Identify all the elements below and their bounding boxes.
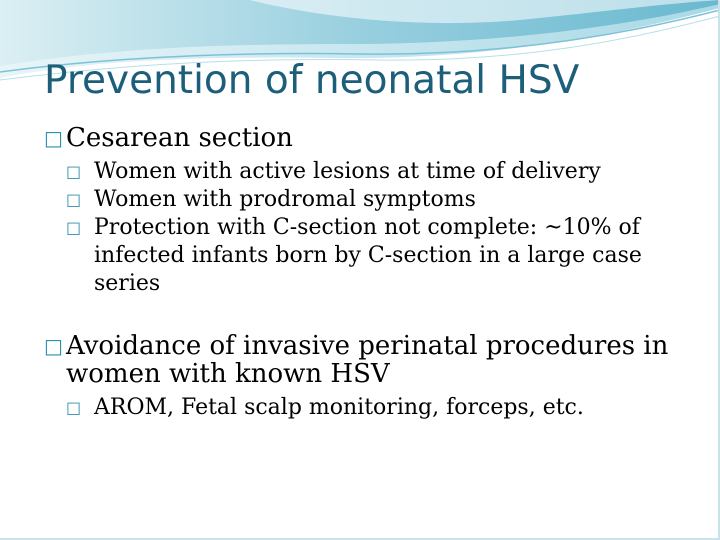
square-bullet-icon: □ [44,126,63,150]
sub-bullet-arom [66,394,704,422]
square-bullet-icon: □ [66,162,82,181]
bullet-cesarean-section [44,124,704,152]
square-bullet-icon: □ [66,218,82,237]
sub-bullet-text: AROM, Fetal scalp monitoring, forceps, etc. [94,395,584,420]
square-bullet-icon: □ [66,398,82,417]
sub-bullet-text: Protection with C-section not complete: ~10% of infected infants born by C-section in a large case series [94,215,642,296]
sub-bullet-text: Women with prodromal symptoms [94,187,476,212]
sub-bullet-active-lesions [66,158,704,186]
slide-title: Prevention of neonatal HSV [44,58,580,103]
square-bullet-icon: □ [66,190,82,209]
sub-bullet-text: Women with active lesions at time of delivery [94,159,601,184]
square-bullet-icon: □ [44,334,63,358]
bullet-text: Cesarean section [66,123,293,153]
bullet-avoidance [44,332,704,388]
slide-body [44,124,704,422]
sub-bullet-protection [66,214,704,298]
sub-bullet-prodromal [66,186,704,214]
bullet-text: Avoidance of invasive perinatal procedures in women with known HSV [66,331,669,389]
